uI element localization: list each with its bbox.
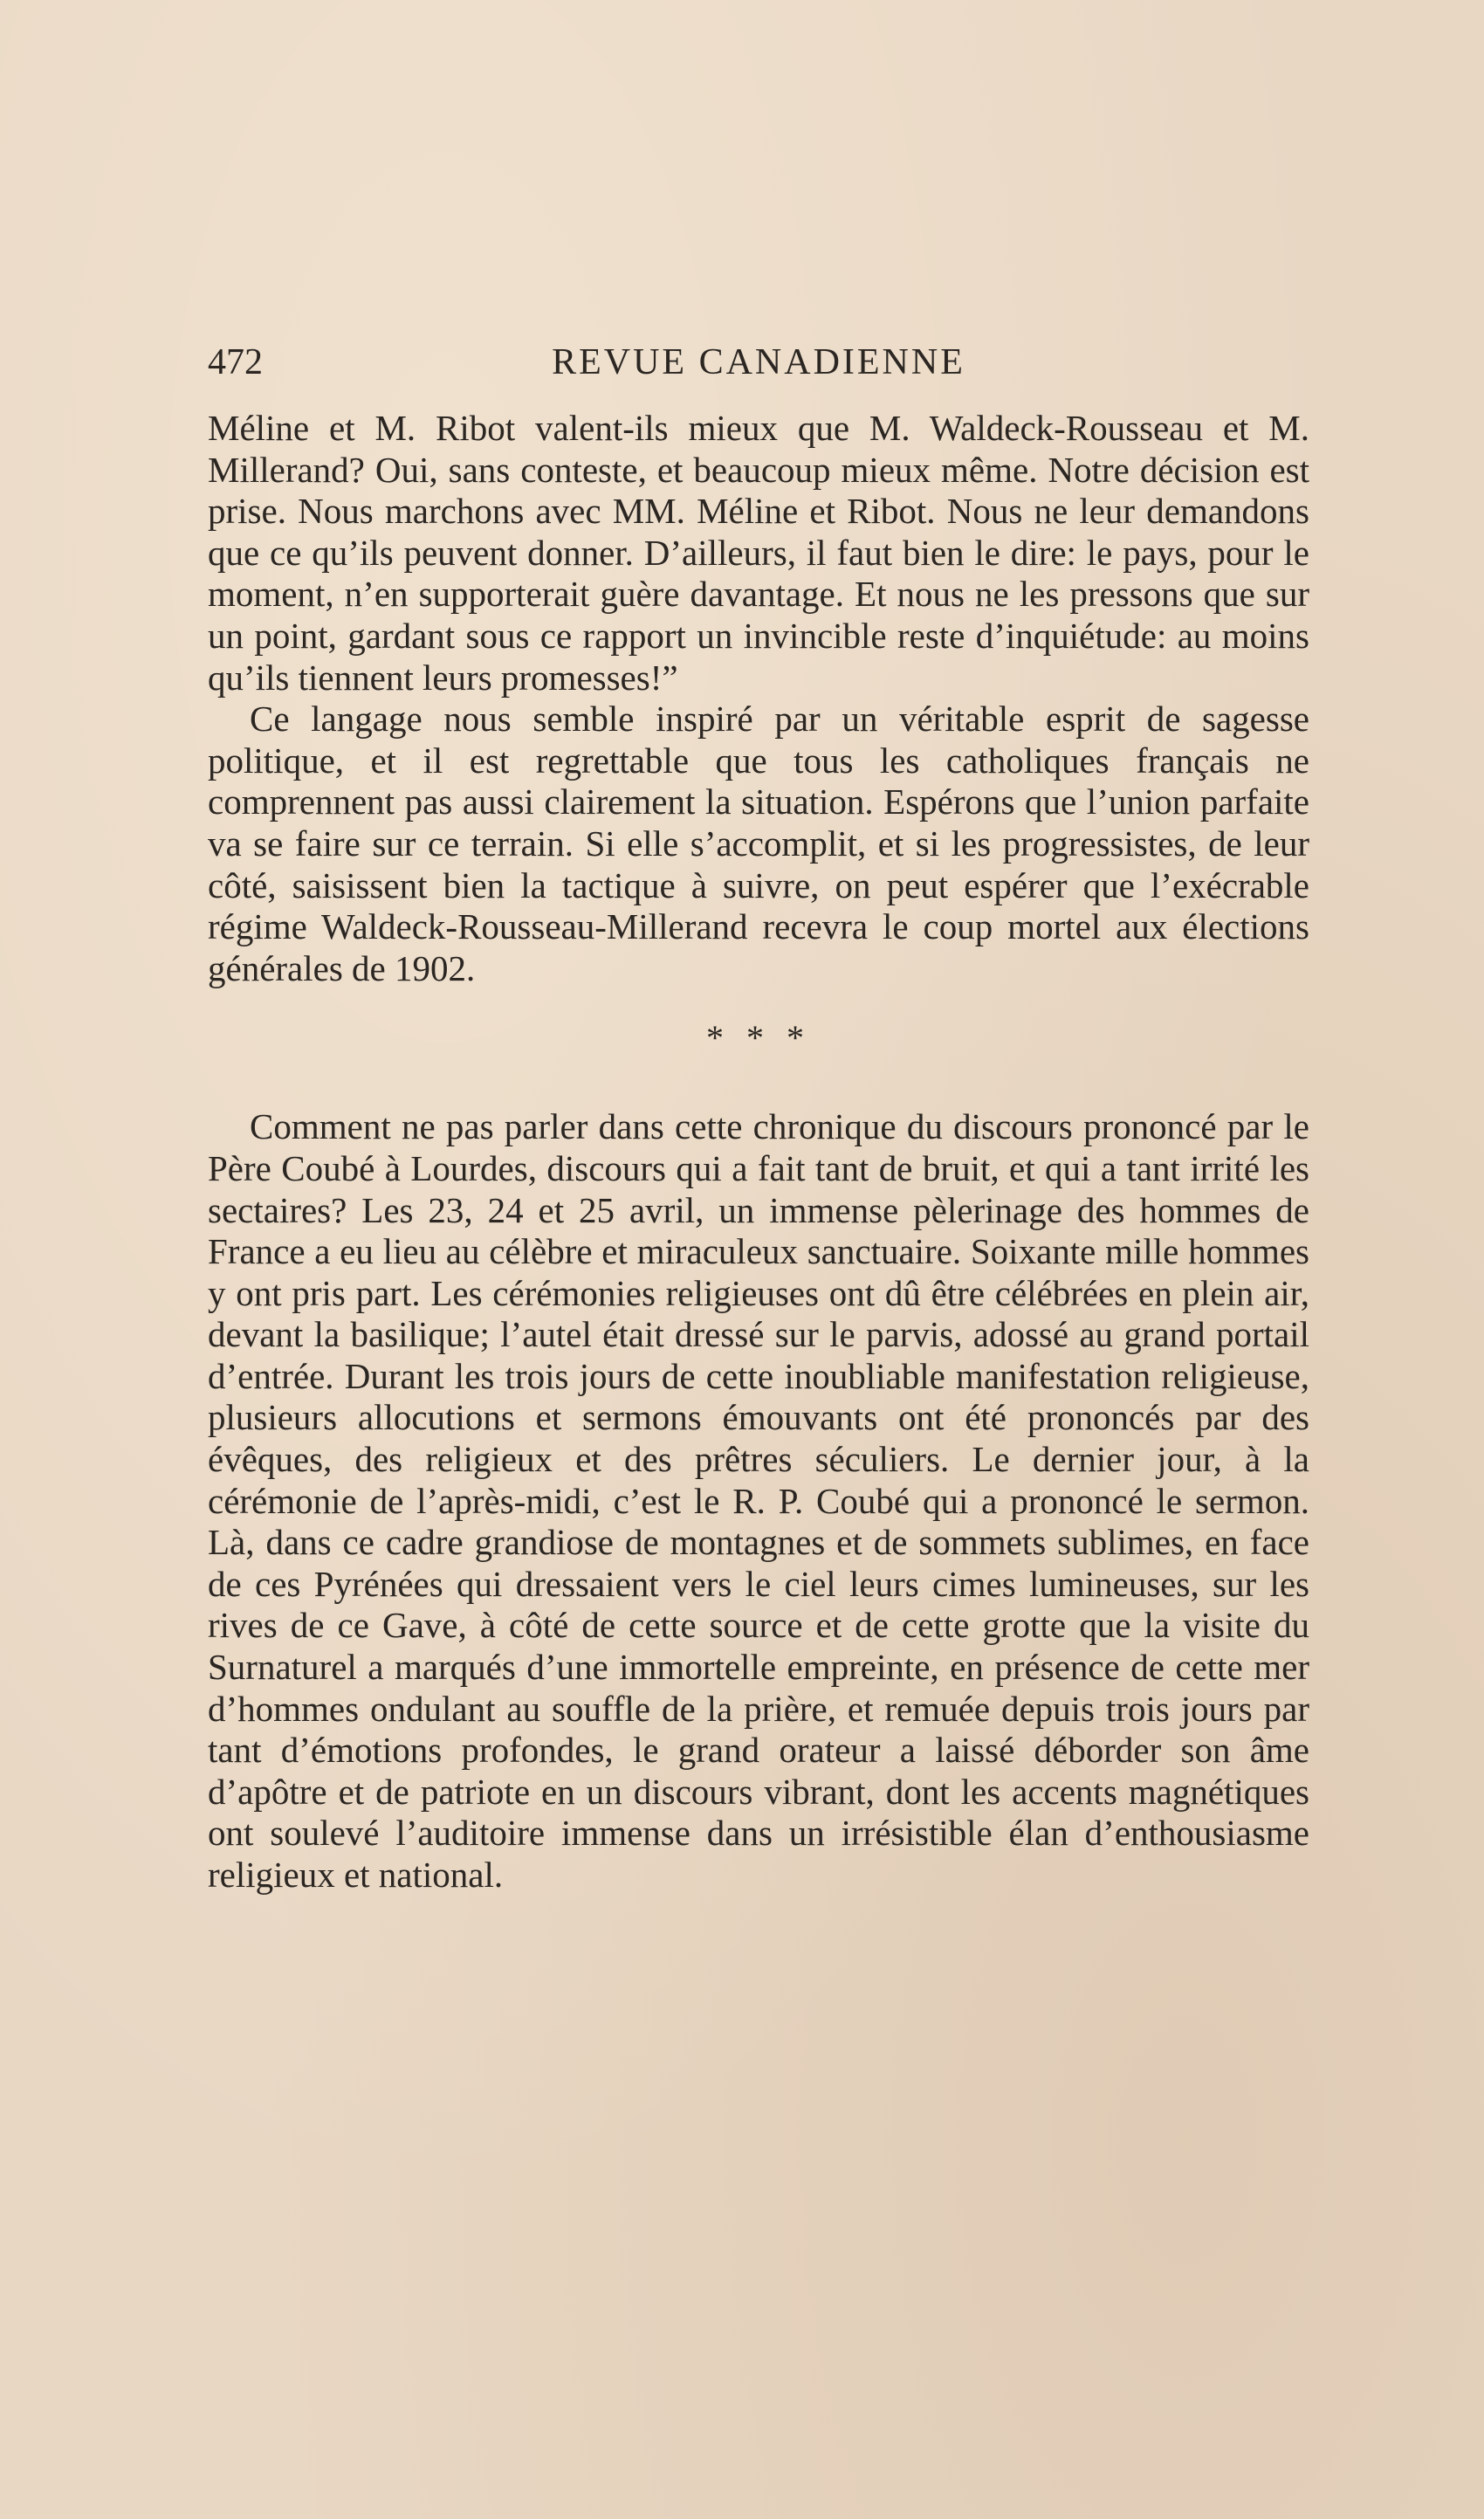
journal-title: REVUE CANADIENNE: [552, 342, 965, 382]
paragraph-commentary: Ce langage nous semble inspiré par un véritable esprit de sagesse politique, et il est regrettable que tous les catholiques français ne comprennent pas aussi clairement la situation. Espérons que l’union parfaite va se faire sur ce terrain. Si elle s’accomplit, et si les progressistes, de leur côté, saisissent bien la tactique à suivre, on peut espérer que l’exécrable régime Waldeck-Rousseau-Millerand recevra le coup mortel aux élections générales de 1902.: [208, 699, 1309, 988]
running-head: [208, 336, 1309, 389]
article-body: [208, 408, 1309, 1896]
page-number: 472: [208, 342, 263, 382]
page: [208, 336, 1309, 1896]
paragraph-lourdes-chronicle: Comment ne pas parler dans cette chronique du discours prononcé par le Père Coubé à Lourdes, discours qui a fait tant de bruit, et qui a tant irrité les sectaires? Les 23, 24 et 25 avril, un immense pèlerinage des hommes de France a eu lieu au célèbre et miraculeux sanctuaire. Soixante mille hommes y ont pris part. Les cérémonies religieuses ont dû être célébrées en plein air, devant la basilique; l’autel était dressé sur le parvis, adossé au grand portail d’entrée. Durant les trois jours de cette inoubliable manifestation religieuse, plusieurs allocutions et sermons émouvants ont été prononcés par des évêques, des religieux et des prêtres séculiers. Le dernier jour, à la cérémonie de l’après-midi, c’est le R. P. Coubé qui a prononcé le sermon. Là, dans ce cadre grandiose de montagnes et de sommets sublimes, en face de ces Pyrénées qui dressaient vers le ciel leurs cimes lumineuses, sur les rives de ce Gave, à côté de cette source et de cette grotte que la visite du Surnaturel a marqués d’une immortelle empreinte, en présence de cette mer d’hommes ondulant au souffle de la prière, et remuée depuis trois jours par tant d’émotions profondes, le grand orateur a laissé déborder son âme d’apôtre et de patriote en un discours vibrant, dont les accents magnétiques ont soulevé l’auditoire immense dans un irrésistible élan d’enthousiasme religieux et national.: [208, 1106, 1309, 1895]
paragraph-continued-quote: Méline et M. Ribot valent-ils mieux que M. Waldeck-Rousseau et M. Millerand? Oui, sans conteste, et beaucoup mieux même. Notre décision est prise. Nous marchons avec MM. Méline et Ribot. Nous ne leur demandons que ce qu’ils peuvent donner. D’ailleurs, il faut bien le dire: le pays, pour le moment, n’en supporterait guère davantage. Et nous ne les pressons que sur un point, gardant sous ce rapport un invincible reste d’inquiétude: au moins qu’ils tiennent leurs promesses!”: [208, 408, 1309, 698]
section-separator: * * *: [706, 1018, 811, 1058]
